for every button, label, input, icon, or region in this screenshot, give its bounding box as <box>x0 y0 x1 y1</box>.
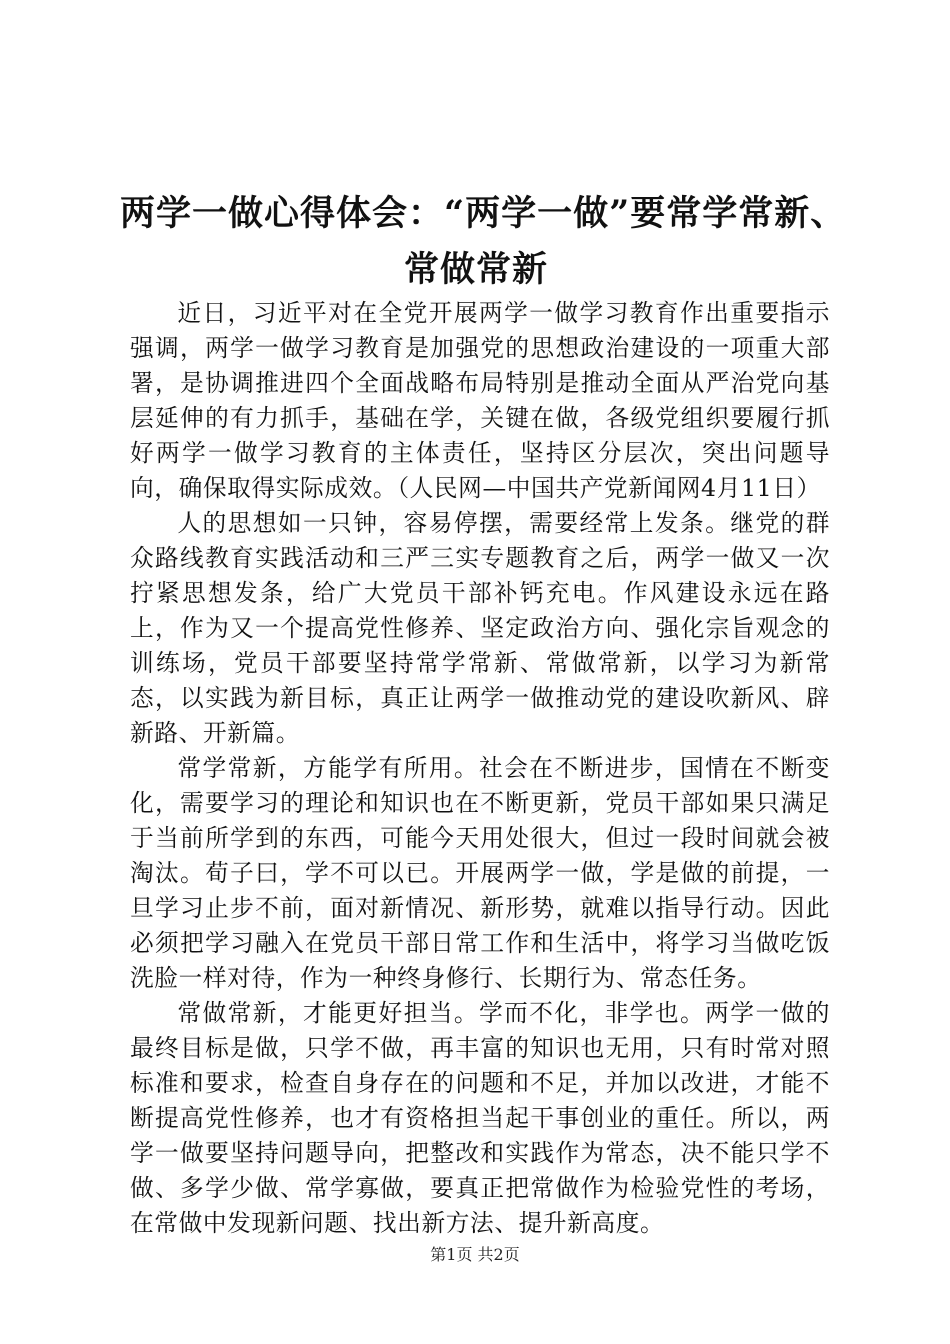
paragraph-4: 常做常新，才能更好担当。学而不化，非学也。两学一做的最终目标是做，只学不做，再丰富的知识也无用，只有时常对照标准和要求，检查自身存在的问题和不足，并加以改进，才能不断提高党性修养，也才有资格担当起干事创业的重任。所以，两学一做要坚持问题导向，把整改和实践作为常态，决不能只学不做、多学少做、常学寡做，要真正把常做作为检验党性的考场，在常做中发现新问题、找出新方法、提升新高度。 <box>130 999 830 1237</box>
page-footer: 第1页 共2页 <box>430 1245 520 1264</box>
document-title-line-2: 常做常新 <box>403 249 548 290</box>
document-body <box>130 296 830 1241</box>
paragraph-3: 常学常新，方能学有所用。社会在不断进步，国情在不断变化，需要学习的理论和知识也在不断更新，党员干部如果只满足于当前所学到的东西，可能今天用处很大，但过一段时间就会被淘汰。荀子曰，学不可以已。开展两学一做，学是做的前提，一旦学习止步不前，面对新情况、新形势，就难以指导行动。因此必须把学习融入在党员干部日常工作和生活中，将学习当做吃饭洗脸一样对待，作为一种终身修行、长期行为、常态任务。 <box>130 754 830 992</box>
paragraph-1: 近日，习近平对在全党开展两学一做学习教育作出重要指示强调，两学一做学习教育是加强党的思想政治建设的一项重大部署，是协调推进四个全面战略布局特别是推动全面从严治党向基层延伸的有力抓手，基础在学，关键在做，各级党组织要履行抓好两学一做学习教育的主体责任，坚持区分层次，突出问题导向，确保取得实际成效。（人民网—中国共产党新闻网4月11日） <box>130 299 830 502</box>
paragraph-2: 人的思想如一只钟，容易停摆，需要经常上发条。继党的群众路线教育实践活动和三严三实专题教育之后，两学一做又一次拧紧思想发条，给广大党员干部补钙充电。作风建设永远在路上，作为又一个提高党性修养、坚定政治方向、强化宗旨观念的训练场，党员干部要坚持常学常新、常做常新，以学习为新常态，以实践为新目标，真正让两学一做推动党的建设吹新风、辟新路、开新篇。 <box>130 509 830 747</box>
document-title-line-1: 两学一做心得体会：“两学一做”要常学常新、 <box>120 193 847 234</box>
